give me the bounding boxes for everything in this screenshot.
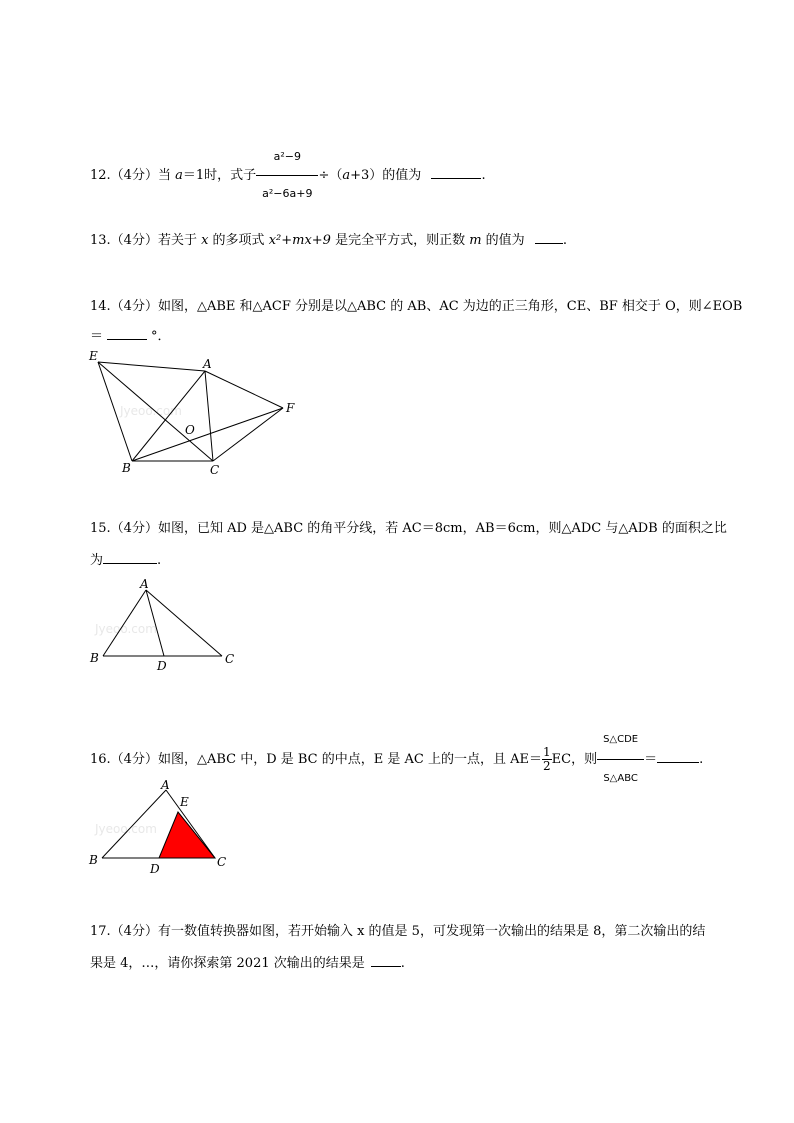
- q16-triangle-CDE: [159, 812, 215, 858]
- q13-mid1: 的多项式: [208, 233, 269, 248]
- q15-line1: 15.（4分）如图，已知 AD 是△ABC 的角平分线，若 AC＝8cm，AB＝6cm，则△ADC 与△ADB 的面积之比: [90, 521, 727, 536]
- q14-label-E: E: [89, 349, 98, 363]
- q12-cond: ＝1时，式子: [182, 168, 257, 183]
- q14-seg-EC: [98, 362, 213, 461]
- q16-watermark: Jyeoo.com: [95, 822, 157, 836]
- q16-seg-AB: [102, 790, 166, 858]
- q12-prefix: 12.（4分）当: [90, 168, 176, 183]
- q17-line1: 17.（4分）有一数值转换器如图，若开始输入 x 的值是 5，可发现第一次输出的结果是 8，第二次输出的结: [90, 924, 706, 939]
- q15-label-D: D: [157, 659, 167, 673]
- q13-answer-blank[interactable]: [535, 229, 563, 244]
- q14-label-O: O: [185, 423, 195, 437]
- q13-var-x: x: [201, 233, 209, 248]
- q16-half-fraction: [542, 746, 552, 773]
- q13-mid2: 是完全平方式，则正数: [330, 233, 470, 248]
- q15-seg-AC: [146, 590, 222, 656]
- q16-answer-blank[interactable]: [657, 748, 699, 763]
- q15-seg-AB: [103, 590, 146, 656]
- q14-line1: 14.（4分）如图，△ABE 和△ACF 分别是以△ABC 的 AB、AC 为边的正三角形，CE、BF 相交于 O，则∠EOB: [90, 299, 743, 314]
- question-13: [90, 229, 730, 251]
- q16-eq: ＝: [644, 752, 658, 767]
- q17-line2: [90, 948, 730, 980]
- q14-label-F: F: [286, 401, 295, 415]
- q14-line2-prefix: ＝: [90, 329, 104, 344]
- question-12: [90, 140, 730, 211]
- q14-seg-BF: [132, 408, 283, 461]
- q14-line2: [90, 322, 730, 352]
- q13-var-m: m: [469, 233, 482, 248]
- q14-seg-EB: [98, 362, 132, 461]
- q15-line2-suffix: .: [157, 553, 162, 568]
- q15-seg-AD: [146, 590, 164, 656]
- question-14: [90, 292, 743, 352]
- q12-after-frac: ÷（: [318, 168, 343, 183]
- q14-label-B: B: [122, 461, 131, 475]
- q16-seg-AC: [166, 790, 215, 858]
- q17-line2-prefix: 果是 4，…，请你探索第 2021 次输出的结果是: [90, 956, 365, 971]
- q12-after-a2: +3）的值为: [350, 168, 422, 183]
- q12-frac-num: a²−9: [256, 140, 318, 176]
- q13-prefix: 13.（4分）若关于: [90, 233, 202, 248]
- q16-ratio-den: S△ABC: [603, 773, 638, 784]
- q14-answer-blank[interactable]: [107, 325, 147, 340]
- question-16: [90, 722, 730, 797]
- q16-ratio-num: S△CDE: [597, 722, 644, 760]
- q16-mid: EC，则: [551, 752, 598, 767]
- q13-mid3: 的值为: [481, 233, 525, 248]
- q14-seg-EA: [98, 362, 205, 371]
- q12-var-a: a: [175, 168, 183, 183]
- q15-line2-prefix: 为: [90, 553, 104, 568]
- q13-end: .: [562, 233, 567, 248]
- q12-frac-den: a²−6a+9: [262, 187, 313, 200]
- q12-end: .: [481, 168, 486, 183]
- q17-line2-suffix: .: [400, 956, 405, 971]
- q12-fraction: [256, 140, 318, 211]
- q16-label-A: A: [161, 778, 170, 792]
- q17-answer-blank[interactable]: [371, 952, 401, 967]
- q13-poly: x²+mx+9: [268, 233, 331, 248]
- question-17: [90, 916, 730, 980]
- q15-line2: [90, 545, 730, 577]
- question-15: [90, 513, 730, 577]
- q15-watermark: Jyeoo.com: [95, 622, 157, 636]
- q14-line2-suffix: °．: [151, 329, 171, 344]
- q14-watermark: Jyeoo.com: [120, 404, 182, 418]
- q16-label-D: D: [150, 862, 160, 876]
- q15-label-C: C: [225, 652, 235, 666]
- q14-label-C: C: [210, 463, 220, 477]
- q14-seg-AF: [205, 371, 283, 408]
- q15-label-B: B: [90, 651, 99, 665]
- q16-half-den: 2: [543, 759, 551, 773]
- q15-label-A: A: [140, 577, 149, 591]
- q16-label-B: B: [89, 853, 98, 867]
- q16-label-C: C: [217, 855, 227, 869]
- q16-ratio-fraction: [597, 722, 644, 797]
- q14-seg-AC: [205, 371, 213, 461]
- q14-label-A: A: [203, 357, 212, 371]
- q16-prefix: 16.（4分）如图，△ABC 中，D 是 BC 的中点，E 是 AC 上的一点，且 AE＝: [90, 752, 542, 767]
- q12-answer-blank[interactable]: [431, 164, 481, 179]
- q16-label-E: E: [180, 795, 189, 809]
- q16-half-num: 1: [543, 745, 551, 759]
- q15-answer-blank[interactable]: [103, 549, 157, 564]
- q14-seg-CF: [213, 408, 283, 461]
- q12-var-a2: a: [342, 168, 351, 183]
- q14-seg-AB: [132, 371, 205, 461]
- q16-end: .: [699, 752, 704, 767]
